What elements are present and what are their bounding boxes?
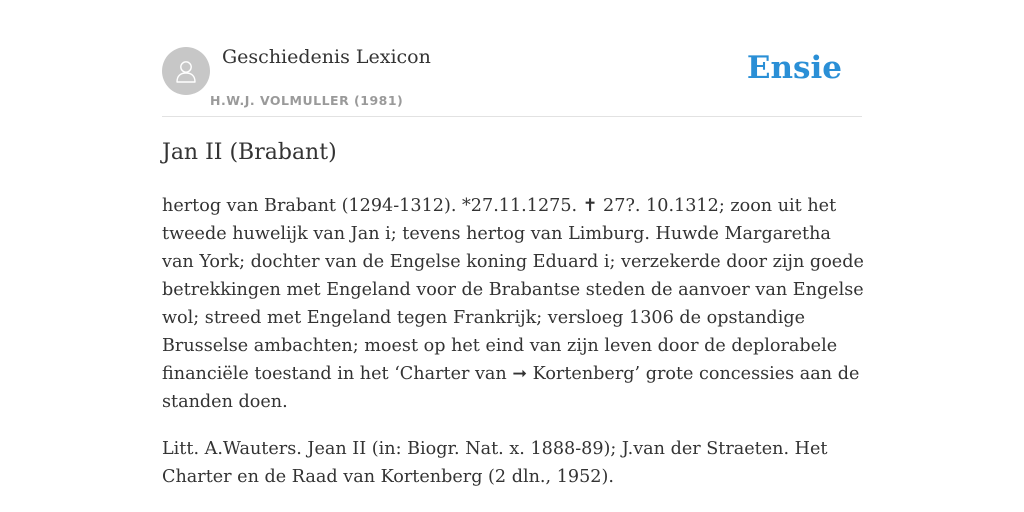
entry-title: Jan II (Brabant) — [162, 140, 337, 165]
source-author[interactable]: H.W.J. VOLMULLER (1981) — [210, 93, 404, 108]
entry-paragraph: hertog van Brabant (1294-1312). *27.11.1275. ✝ 27?. 10.1312; zoon uit het tweede huwelijk van Jan i; tevens hertog van Limburg. Huwde Margaretha van York; dochter van de Engelse koning Eduard i; verzekerde door zijn goede betrekkingen met Engeland voor de Brabantse steden de aanvoer van Engelse wol; streed met Engeland tegen Frankrijk; versloeg 1306 de opstandige Brusselse ambachten; moest op het eind van zijn leven door de deplorabele financiële toestand in het ‘Charter van ➞ Kortenberg’ grote concessies aan de standen doen. — [162, 196, 864, 412]
avatar[interactable] — [162, 47, 210, 95]
page — [162, 0, 864, 487]
entry-body — [162, 192, 867, 510]
source-title[interactable]: Geschiedenis Lexicon — [222, 46, 431, 68]
brand-logo-link[interactable]: Ensie — [746, 50, 842, 86]
user-icon — [172, 57, 200, 85]
entry-references: Litt. A.Wauters. Jean II (in: Biogr. Nat. x. 1888-89); J.van der Straeten. Het Charter en de Raad van Kortenberg (2 dln., 1952). — [162, 439, 828, 487]
source-header — [162, 0, 862, 117]
